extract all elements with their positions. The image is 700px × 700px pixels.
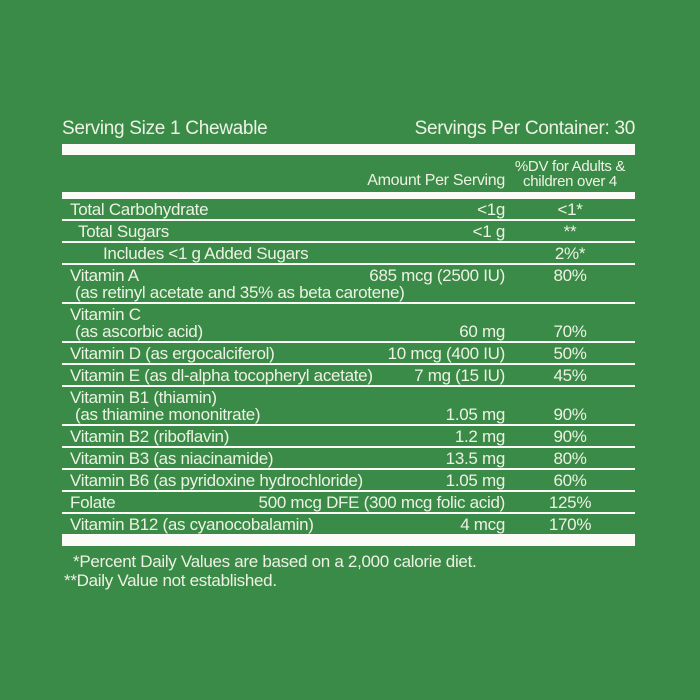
dv-header: [505, 159, 635, 189]
nutrient-dv: 2%*: [554, 244, 586, 263]
nutrient-amount: 1.2 mg: [454, 427, 505, 446]
nutrient-row-line1: [62, 222, 635, 241]
dv-header-line1: %DV for Adults &: [514, 158, 626, 175]
nutrient-name: Vitamin E (as dl-alpha tocopheryl acetate): [70, 366, 373, 385]
nutrient-row-line1: [62, 493, 635, 512]
nutrient-name: Vitamin D (as ergocalciferol): [70, 344, 275, 363]
footnote-daily-values: *Percent Daily Values are based on a 2,000 calorie diet.: [73, 552, 477, 571]
nutrient-amount: 7 mg (15 IU): [414, 366, 505, 385]
column-header-row: [62, 155, 635, 192]
nutrient-name: Total Sugars: [78, 222, 169, 241]
nutrient-name: Vitamin A: [70, 266, 139, 285]
footnote-dv-not-established: **Daily Value not established.: [64, 571, 277, 590]
nutrient-dv: 170%: [548, 515, 592, 534]
nutrient-row: [62, 365, 635, 387]
nutrient-name: Vitamin C: [70, 305, 141, 324]
divider-bar-top: [62, 144, 635, 155]
nutrient-row: [62, 514, 635, 534]
nutrient-amount: [308, 244, 505, 263]
nutrient-name: Total Carbohydrate: [70, 200, 209, 219]
nutrient-row-line1: [62, 515, 635, 534]
nutrient-row-line2: [62, 406, 635, 423]
nutrient-row-line1: [62, 449, 635, 468]
nutrient-amount: 4 mcg: [460, 515, 505, 534]
divider-bar-bottom: [62, 534, 635, 546]
nutrient-row: [62, 448, 635, 470]
serving-size-text: Serving Size 1 Chewable: [62, 118, 268, 139]
servings-per-container-text: Servings Per Container: 30: [414, 118, 635, 139]
nutrient-dv: [505, 389, 635, 406]
nutrient-name: Vitamin B12 (as cyanocobalamin): [70, 515, 314, 534]
nutrient-row-line1: [62, 471, 635, 490]
nutrient-dv: 50%: [553, 344, 587, 363]
nutrient-row: [62, 387, 635, 426]
dv-header-line2: children over 4: [523, 173, 617, 190]
nutrient-row: [62, 221, 635, 243]
nutrient-row: [62, 265, 635, 304]
nutrient-row-line1: [62, 366, 635, 385]
nutrient-row: [62, 304, 635, 343]
nutrient-dv: <1*: [557, 200, 583, 219]
nutrient-name: Folate: [70, 493, 116, 512]
nutrient-row-line2: [62, 284, 635, 301]
nutrient-dv: 80%: [553, 449, 587, 468]
footnotes: [62, 552, 635, 590]
nutrient-amount: 10 mcg (400 IU): [387, 344, 505, 363]
nutrient-amount: <1 g: [472, 222, 505, 241]
nutrient-name: Includes <1 g Added Sugars: [103, 244, 309, 263]
nutrient-dv: 90%: [553, 405, 587, 424]
nutrient-amount: [217, 389, 505, 406]
nutrient-subname: (as retinyl acetate and 35% as beta carotene): [75, 283, 405, 302]
nutrient-subname: (as thiamine mononitrate): [75, 405, 261, 424]
nutrient-amount: 1.05 mg: [445, 405, 505, 424]
nutrient-amount: 13.5 mg: [445, 449, 505, 468]
nutrient-row: [62, 243, 635, 265]
nutrient-amount: 500 mcg DFE (300 mcg folic acid): [258, 493, 505, 512]
nutrient-row: [62, 426, 635, 448]
nutrient-row: [62, 470, 635, 492]
nutrient-dv: 90%: [553, 427, 587, 446]
nutrient-amount: 685 mcg (2500 IU): [369, 266, 505, 285]
supplement-facts-label: [62, 114, 635, 590]
nutrient-name: Vitamin B3 (as niacinamide): [70, 449, 274, 468]
nutrient-dv: 45%: [553, 366, 587, 385]
nutrient-dv: 80%: [553, 266, 587, 285]
nutrient-dv: 70%: [553, 322, 587, 341]
nutrient-row: [62, 492, 635, 514]
amount-per-serving-header: Amount Per Serving: [367, 172, 505, 189]
nutrient-amount: 1.05 mg: [445, 471, 505, 490]
nutrient-row-line1: [62, 200, 635, 219]
divider-bar-header: [62, 192, 635, 199]
nutrient-row-line1: [62, 267, 635, 284]
nutrient-dv: 60%: [553, 471, 587, 490]
serving-info-row: [62, 114, 635, 142]
nutrient-amount: [141, 306, 505, 323]
nutrient-row-line1: [62, 344, 635, 363]
nutrient-row-line1: [62, 306, 635, 323]
nutrient-amount: <1g: [477, 200, 505, 219]
nutrient-dv: **: [563, 222, 577, 241]
nutrient-row-line2: [62, 323, 635, 340]
nutrient-table: [62, 199, 635, 534]
nutrient-amount: 60 mg: [459, 322, 505, 341]
nutrient-row-line1: [62, 427, 635, 446]
nutrient-row-line1: [62, 389, 635, 406]
nutrient-row-line1: [62, 244, 635, 263]
nutrient-dv: [505, 306, 635, 323]
nutrient-amount: [405, 284, 505, 301]
nutrient-row: [62, 343, 635, 365]
nutrient-subname: (as ascorbic acid): [75, 322, 203, 341]
nutrient-name: Vitamin B1 (thiamin): [70, 388, 217, 407]
nutrient-name: Vitamin B2 (riboflavin): [70, 427, 230, 446]
nutrient-row: [62, 199, 635, 221]
nutrient-dv: 125%: [548, 493, 592, 512]
nutrient-dv: [505, 284, 635, 301]
nutrient-name: Vitamin B6 (as pyridoxine hydrochloride): [70, 471, 363, 490]
